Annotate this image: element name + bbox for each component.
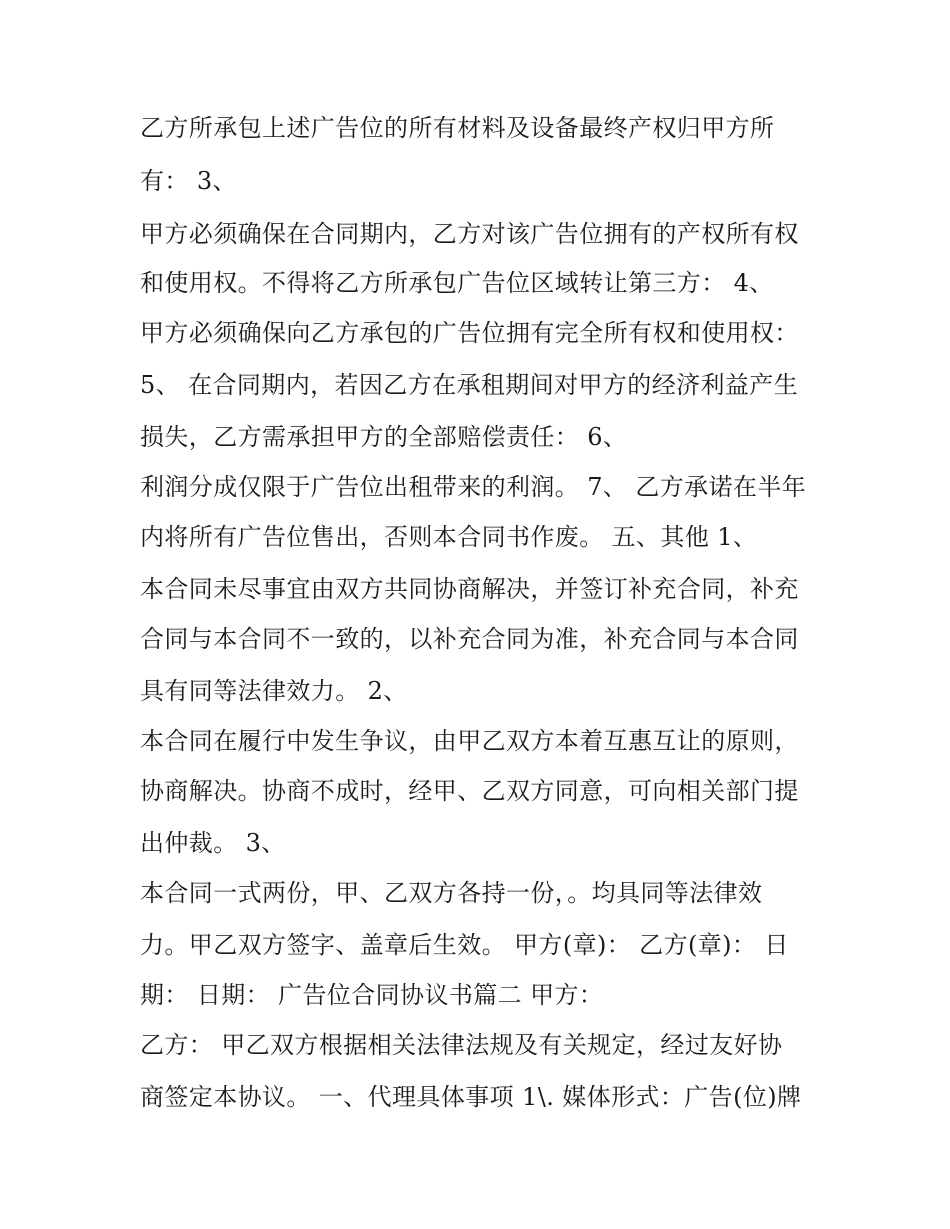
text-line: 期： 日期： 广告位合同协议书篇二 甲方： — [140, 981, 604, 1009]
text-line: 本合同未尽事宜由双方共同协商解决，并签订补充合同，补充 — [140, 575, 799, 603]
text-line: 具有同等法律效力。 2、 — [140, 677, 408, 705]
text-line: 5、 在合同期内，若因乙方在承租期间对甲方的经济利益产生 — [140, 371, 799, 399]
text-line: 协商解决。协商不成时，经甲、乙双方同意，可向相关部门提 — [140, 777, 799, 805]
text-line: 力。甲乙双方签字、盖章后生效。 甲方(章)： 乙方(章)： 日 — [140, 931, 789, 959]
text-line: 和使用权。不得将乙方所承包广告位区域转让第三方： 4、 — [140, 269, 774, 297]
text-line: 本合同在履行中发生争议，由甲乙双方本着互惠互让的原则， — [140, 727, 799, 755]
text-line: 利润分成仅限于广告位出租带来的利润。 7、 乙方承诺在半年 — [140, 473, 807, 501]
text-line: 损失，乙方需承担甲方的全部赔偿责任： 6、 — [140, 423, 628, 451]
text-line: 本合同一式两份，甲、乙双方各持一份，。均具同等法律效 — [140, 879, 763, 907]
text-line: 甲方必须确保在合同期内，乙方对该广告位拥有的产权所有权 — [140, 220, 799, 248]
text-line: 合同与本合同不一致的，以补充合同为准，补充合同与本合同 — [140, 625, 799, 653]
text-line: 甲方必须确保向乙方承包的广告位拥有完全所有权和使用权： — [140, 319, 799, 347]
text-line: 商签定本协议。 一、代理具体事项 1\. 媒体形式：广告(位)牌 — [140, 1083, 802, 1111]
text-line: 内将所有广告位售出，否则本合同书作废。 五、其他 1、 — [140, 523, 758, 551]
text-line: 乙方所承包上述广告位的所有材料及设备最终产权归甲方所 — [140, 114, 775, 142]
text-line: 出仲裁。 3、 — [140, 829, 286, 857]
text-line: 有： 3、 — [140, 167, 237, 195]
text-line: 乙方： 甲乙双方根据相关法律法规及有关规定，经过友好协 — [140, 1031, 783, 1059]
